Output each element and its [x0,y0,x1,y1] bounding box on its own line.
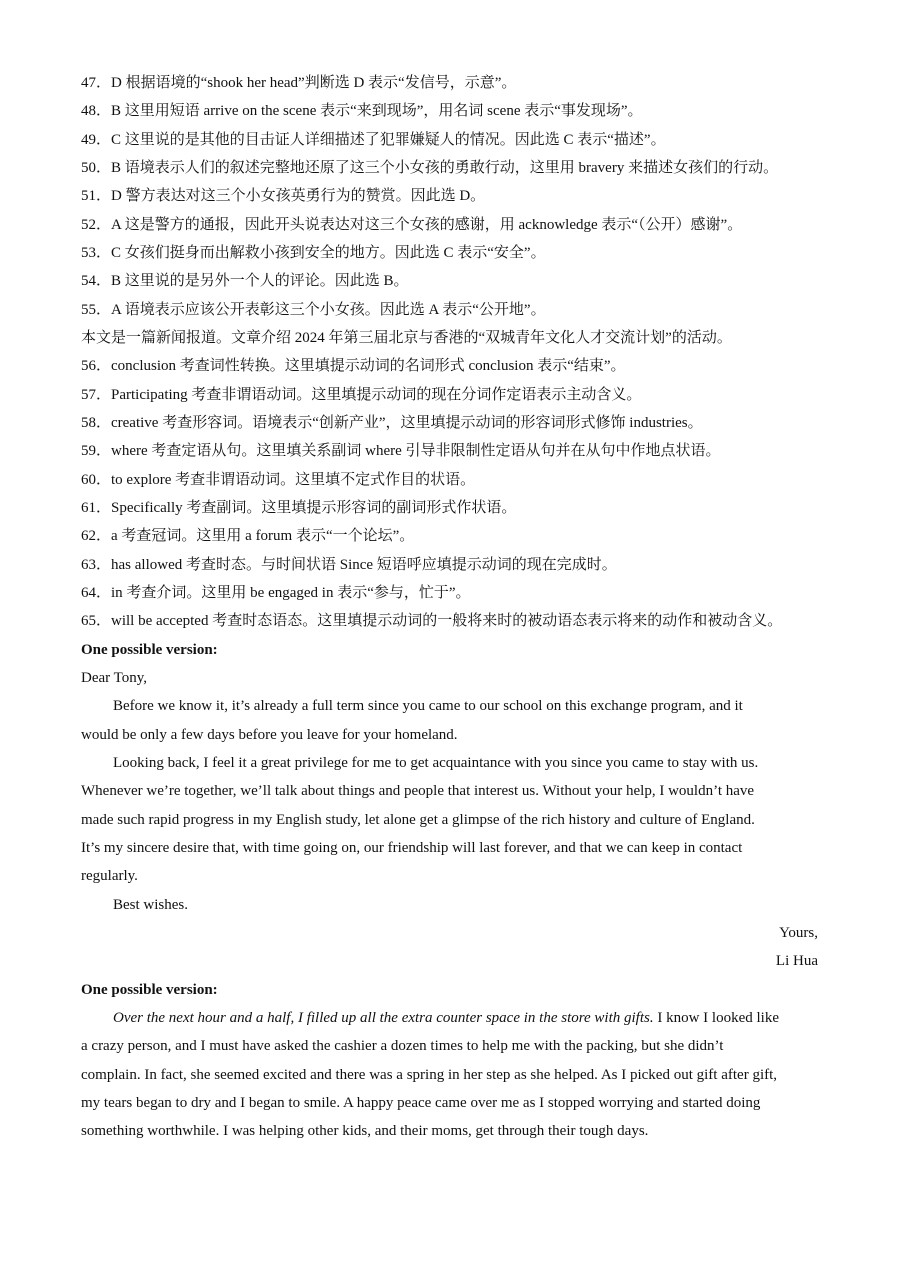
answer-48: 48．B 这里用短语 arrive on the scene 表示“来到现场”，用名词 scene 表示“事发现场”。 [81,103,643,119]
story-line: a crazy person, and I must have asked the cashier a dozen times to help me with the packing, but she didn’t [81,1038,724,1054]
letter-salutation: Dear Tony, [81,670,148,686]
story-heading: One possible version: [81,982,218,998]
answer-51: 51．D 警方表达对这三个小女孩英勇行为的赞赏。因此选 D。 [81,188,486,204]
answer-56: 56．conclusion 考查词性转换。这里填提示动词的名词形式 conclusion 表示“结束”。 [81,358,626,374]
story-line: complain. In fact, she seemed excited and there was a spring in her step as she helped. As I picked out gift after gift, [81,1067,778,1083]
answer-47: 47．D 根据语境的“shook her head”判断选 D 表示“发信号，示意”。 [81,75,517,91]
answer-63: 63．has allowed 考查时态。与时间状语 Since 短语呼应填提示动词的现在完成时。 [81,557,617,573]
answer-61: 61．Specifically 考查副词。这里填提示形容词的副词形式作状语。 [81,500,517,516]
answer-50: 50．B 语境表示人们的叙述完整地还原了这三个小女孩的勇敢行动，这里用 bravery 来描述女孩们的行动。 [81,160,779,176]
answer-53: 53．C 女孩们挺身而出解救小孩到安全的地方。因此选 C 表示“安全”。 [81,245,546,261]
answer-65: 65．will be accepted 考查时态语态。这里填提示动词的一般将来时的被动语态表示将来的动作和被动含义。 [81,613,783,629]
letter-closing: Yours, [779,925,818,941]
letter-line: Before we know it, it’s already a full term since you came to our school on this exchange program, and it [113,698,743,714]
passage-summary: 本文是一篇新闻报道。文章介绍 2024 年第三届北京与香港的“双城青年文化人才交流计划”的活动。 [81,330,732,346]
answer-49: 49．C 这里说的是其他的目击证人详细描述了犯罪嫌疑人的情况。因此选 C 表示“描述”。 [81,132,666,148]
story-line: something worthwhile. I was helping other kids, and their moms, get through their tough days. [81,1123,649,1139]
answer-57: 57．Participating 考查非谓语动词。这里填提示动词的现在分词作定语表示主动含义。 [81,387,642,403]
letter-line: Whenever we’re together, we’ll talk about things and people that interest us. Without your help, I wouldn’t have [81,783,755,799]
answer-60: 60．to explore 考查非谓语动词。这里填不定式作目的状语。 [81,472,476,488]
answer-58: 58．creative 考查形容词。语境表示“创新产业”，这里填提示动词的形容词形式修饰 industries。 [81,415,703,431]
letter-line: would be only a few days before you leave for your homeland. [81,727,458,743]
answer-52: 52．A 这是警方的通报，因此开头说表达对这三个女孩的感谢，用 acknowledge 表示“（公开）感谢”。 [81,217,743,233]
answer-59: 59．where 考查定语从句。这里填关系副词 where 引导非限制性定语从句并在从句中作地点状语。 [81,443,721,459]
letter-signature: Li Hua [775,953,818,969]
answer-64: 64．in 考查介词。这里用 be engaged in 表示“参与，忙于”。 [81,585,471,601]
letter-best-wishes: Best wishes. [113,897,188,913]
story-first-sentence: Over the next hour and a half, I filled up all the extra counter space in the store with gifts. [113,1010,654,1026]
answer-55: 55．A 语境表示应该公开表彰这三个小女孩。因此选 A 表示“公开地”。 [81,302,546,318]
letter-line: regularly. [81,868,138,884]
letter-heading: One possible version: [81,642,218,658]
story-line-rest: I know I looked like [653,1010,779,1026]
answer-62: 62．a 考查冠词。这里用 a forum 表示“一个论坛”。 [81,528,415,544]
answer-54: 54．B 这里说的是另外一个人的评论。因此选 B。 [81,273,409,289]
letter-line: Looking back, I feel it a great privilege for me to get acquaintance with you since you came to stay with us. [113,755,759,771]
letter-line: made such rapid progress in my English study, let alone get a glimpse of the rich history and culture of England. [81,812,755,828]
story-first-line [113,1008,779,1028]
story-line: my tears began to dry and I began to smile. A happy peace came over me as I stopped worrying and started doing [81,1095,761,1111]
letter-line: It’s my sincere desire that, with time going on, our friendship will last forever, and that we can keep in contact [81,840,743,856]
